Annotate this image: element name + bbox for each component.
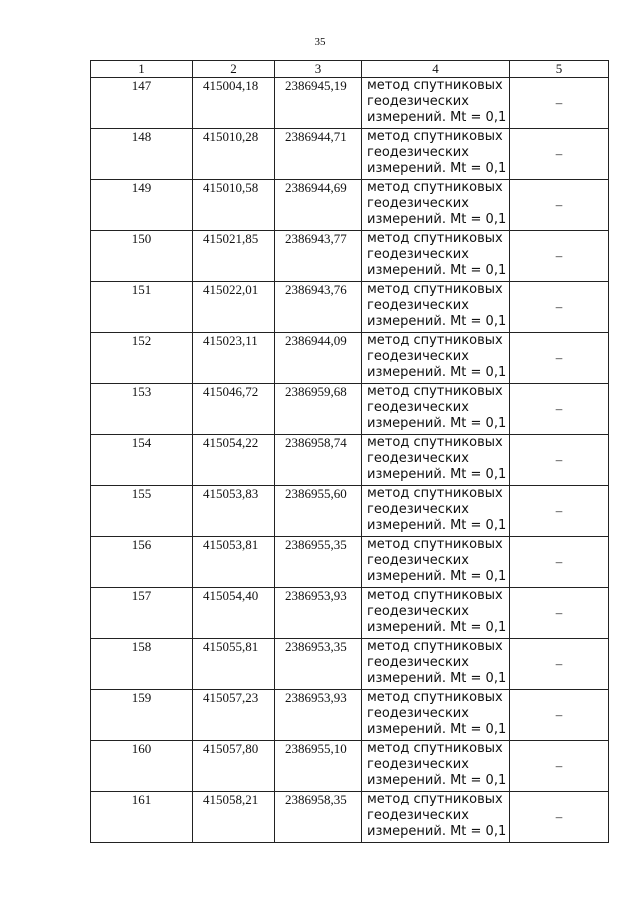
method-description — [362, 588, 510, 639]
table-row — [91, 78, 609, 129]
method-description — [362, 690, 510, 741]
y-coordinate: 2386943,77 — [275, 231, 362, 282]
point-number: 149 — [91, 180, 193, 231]
method-line: метод спутниковых — [367, 537, 503, 552]
page-number: 35 — [314, 36, 326, 48]
method-line: метод спутниковых — [367, 435, 503, 450]
method-line: измерений. Mt = 0,1 — [367, 671, 507, 686]
method-line: геодезических — [367, 553, 469, 568]
method-description — [362, 792, 510, 843]
header-col-2: 2 — [193, 61, 275, 78]
x-coordinate: 415010,58 — [193, 180, 275, 231]
header-col-3: 3 — [275, 61, 362, 78]
method-description — [362, 741, 510, 792]
note-dash: – — [510, 792, 609, 843]
point-number: 155 — [91, 486, 193, 537]
point-number: 158 — [91, 639, 193, 690]
table-body — [91, 78, 609, 843]
point-number: 152 — [91, 333, 193, 384]
note-dash: – — [510, 78, 609, 129]
method-line: измерений. Mt = 0,1 — [367, 824, 507, 839]
method-line: метод спутниковых — [367, 639, 503, 654]
x-coordinate: 415054,22 — [193, 435, 275, 486]
y-coordinate: 2386945,19 — [275, 78, 362, 129]
x-coordinate: 415004,18 — [193, 78, 275, 129]
x-coordinate: 415046,72 — [193, 384, 275, 435]
method-line: метод спутниковых — [367, 741, 503, 756]
note-dash: – — [510, 639, 609, 690]
method-description — [362, 435, 510, 486]
point-number: 154 — [91, 435, 193, 486]
x-coordinate: 415057,23 — [193, 690, 275, 741]
x-coordinate: 415053,83 — [193, 486, 275, 537]
table-row — [91, 792, 609, 843]
y-coordinate: 2386943,76 — [275, 282, 362, 333]
header-row — [91, 61, 609, 78]
header-col-1: 1 — [91, 61, 193, 78]
method-line: метод спутниковых — [367, 282, 503, 297]
point-number: 147 — [91, 78, 193, 129]
method-line: геодезических — [367, 604, 469, 619]
method-line: измерений. Mt = 0,1 — [367, 263, 507, 278]
method-description — [362, 486, 510, 537]
method-line: геодезических — [367, 706, 469, 721]
y-coordinate: 2386959,68 — [275, 384, 362, 435]
table-row — [91, 639, 609, 690]
point-number: 151 — [91, 282, 193, 333]
note-dash: – — [510, 435, 609, 486]
table-row — [91, 180, 609, 231]
method-line: метод спутниковых — [367, 588, 503, 603]
table-row — [91, 435, 609, 486]
method-line: геодезических — [367, 247, 469, 262]
method-description — [362, 180, 510, 231]
point-number: 153 — [91, 384, 193, 435]
point-number: 150 — [91, 231, 193, 282]
point-number: 157 — [91, 588, 193, 639]
point-number: 160 — [91, 741, 193, 792]
x-coordinate: 415054,40 — [193, 588, 275, 639]
x-coordinate: 415058,21 — [193, 792, 275, 843]
method-line: измерений. Mt = 0,1 — [367, 569, 507, 584]
point-number: 156 — [91, 537, 193, 588]
point-number: 161 — [91, 792, 193, 843]
note-dash: – — [510, 690, 609, 741]
method-line: измерений. Mt = 0,1 — [367, 518, 507, 533]
method-line: метод спутниковых — [367, 78, 503, 93]
method-line: метод спутниковых — [367, 129, 503, 144]
method-line: измерений. Mt = 0,1 — [367, 161, 507, 176]
method-line: геодезических — [367, 349, 469, 364]
x-coordinate: 415053,81 — [193, 537, 275, 588]
table-row — [91, 282, 609, 333]
y-coordinate: 2386955,10 — [275, 741, 362, 792]
note-dash: – — [510, 537, 609, 588]
y-coordinate: 2386953,93 — [275, 588, 362, 639]
y-coordinate: 2386955,60 — [275, 486, 362, 537]
method-line: метод спутниковых — [367, 486, 503, 501]
method-line: геодезических — [367, 400, 469, 415]
table-row — [91, 486, 609, 537]
method-line: геодезических — [367, 94, 469, 109]
table-row — [91, 588, 609, 639]
x-coordinate: 415023,11 — [193, 333, 275, 384]
header-col-4: 4 — [362, 61, 510, 78]
y-coordinate: 2386953,93 — [275, 690, 362, 741]
y-coordinate: 2386955,35 — [275, 537, 362, 588]
y-coordinate: 2386944,69 — [275, 180, 362, 231]
note-dash: – — [510, 384, 609, 435]
method-line: геодезических — [367, 502, 469, 517]
coordinates-table — [90, 60, 609, 843]
method-line: измерений. Mt = 0,1 — [367, 212, 507, 227]
method-line: метод спутниковых — [367, 333, 503, 348]
note-dash: – — [510, 180, 609, 231]
method-description — [362, 639, 510, 690]
x-coordinate: 415010,28 — [193, 129, 275, 180]
method-line: геодезических — [367, 196, 469, 211]
x-coordinate: 415057,80 — [193, 741, 275, 792]
point-number: 148 — [91, 129, 193, 180]
note-dash: – — [510, 231, 609, 282]
table-row — [91, 384, 609, 435]
method-line: метод спутниковых — [367, 180, 503, 195]
y-coordinate: 2386958,74 — [275, 435, 362, 486]
method-line: измерений. Mt = 0,1 — [367, 773, 507, 788]
y-coordinate: 2386953,35 — [275, 639, 362, 690]
table-row — [91, 690, 609, 741]
method-line: измерений. Mt = 0,1 — [367, 314, 507, 329]
table-row — [91, 129, 609, 180]
method-line: геодезических — [367, 451, 469, 466]
note-dash: – — [510, 588, 609, 639]
method-line: геодезических — [367, 145, 469, 160]
method-description — [362, 282, 510, 333]
method-line: геодезических — [367, 808, 469, 823]
method-line: метод спутниковых — [367, 231, 503, 246]
note-dash: – — [510, 129, 609, 180]
y-coordinate: 2386944,09 — [275, 333, 362, 384]
method-line: измерений. Mt = 0,1 — [367, 467, 507, 482]
method-description — [362, 129, 510, 180]
method-description — [362, 537, 510, 588]
x-coordinate: 415055,81 — [193, 639, 275, 690]
point-number: 159 — [91, 690, 193, 741]
method-line: измерений. Mt = 0,1 — [367, 365, 507, 380]
method-line: измерений. Mt = 0,1 — [367, 620, 507, 635]
method-line: измерений. Mt = 0,1 — [367, 416, 507, 431]
method-line: измерений. Mt = 0,1 — [367, 722, 507, 737]
table-row — [91, 333, 609, 384]
table-row — [91, 537, 609, 588]
method-description — [362, 333, 510, 384]
header-col-5: 5 — [510, 61, 609, 78]
table-header — [91, 61, 609, 78]
method-line: метод спутниковых — [367, 384, 503, 399]
method-description — [362, 78, 510, 129]
x-coordinate: 415022,01 — [193, 282, 275, 333]
method-description — [362, 384, 510, 435]
method-line: метод спутниковых — [367, 792, 503, 807]
method-line: геодезических — [367, 655, 469, 670]
y-coordinate: 2386944,71 — [275, 129, 362, 180]
note-dash: – — [510, 333, 609, 384]
method-line: измерений. Mt = 0,1 — [367, 110, 507, 125]
y-coordinate: 2386958,35 — [275, 792, 362, 843]
table-row — [91, 231, 609, 282]
method-line: геодезических — [367, 757, 469, 772]
note-dash: – — [510, 486, 609, 537]
note-dash: – — [510, 741, 609, 792]
table-row — [91, 741, 609, 792]
method-line: геодезических — [367, 298, 469, 313]
method-line: метод спутниковых — [367, 690, 503, 705]
note-dash: – — [510, 282, 609, 333]
x-coordinate: 415021,85 — [193, 231, 275, 282]
method-description — [362, 231, 510, 282]
